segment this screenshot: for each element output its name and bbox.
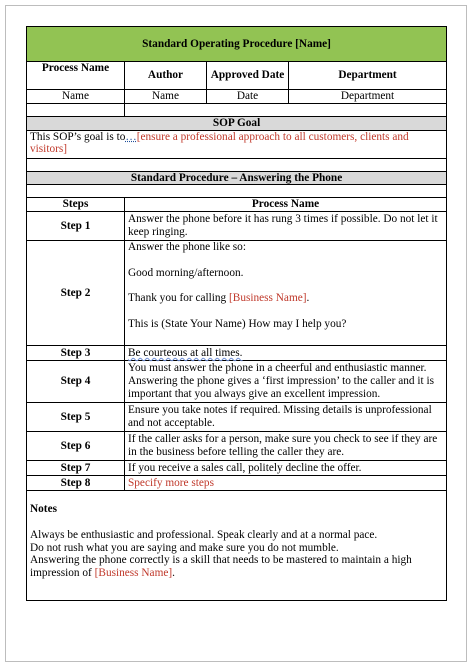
notes-section[interactable]: [27, 491, 447, 601]
spacer-row: [27, 158, 447, 171]
step-label: Step 6: [27, 432, 125, 461]
step-text[interactable]: If the caller asks for a person, make sure you check to see if they are in the business before telling the caller they are.: [125, 432, 447, 461]
sop-document: [26, 26, 446, 601]
step2-line: Good morning/afternoon.: [128, 266, 244, 279]
step-label: Step 1: [27, 212, 125, 241]
process-name-header: Process Name: [27, 62, 125, 90]
procedure-heading: Standard Procedure – Answering the Phone: [27, 171, 447, 185]
step-label: Step 7: [27, 461, 125, 476]
step2-line: Thank you for calling [Business Name].: [128, 292, 310, 305]
spacer-cell: [27, 103, 125, 116]
author-value[interactable]: Name: [125, 90, 207, 104]
step-label: Step 4: [27, 361, 125, 403]
document-title[interactable]: Standard Operating Procedure [Name]: [27, 27, 447, 62]
department-value[interactable]: Department: [289, 90, 447, 104]
notes-line: Do not rush what you are saying and make sure you do not mumble.: [30, 541, 339, 554]
process-name-value[interactable]: Name: [27, 90, 125, 104]
step-text[interactable]: [125, 241, 447, 346]
spacer-cell: [125, 103, 447, 116]
goal-dots: …: [125, 130, 137, 143]
notes-line: Answering the phone correctly is a skill that needs to be mastered to maintain a high impression of [Business Name].: [30, 554, 412, 580]
step-label: Step 8: [27, 476, 125, 491]
step-text[interactable]: If you receive a sales call, politely decline the offer.: [125, 461, 447, 476]
author-header: Author: [125, 62, 207, 90]
goal-prefix: This SOP’s goal is to: [30, 130, 126, 143]
step2-line: This is (State Your Name) How may I help you?: [128, 317, 347, 330]
step2-line: Answer the phone like so:: [128, 241, 246, 254]
sop-goal-text[interactable]: [27, 130, 447, 158]
step-label: Step 3: [27, 346, 125, 361]
business-name-placeholder: [Business Name]: [229, 292, 307, 305]
approved-date-header: Approved Date: [207, 62, 289, 90]
process-column-header: Process Name: [125, 198, 447, 212]
step-text[interactable]: Specify more steps: [125, 476, 447, 491]
step-text[interactable]: Answer the phone before it has rung 3 times if possible. Do not let it keep ringing.: [125, 212, 447, 241]
step-label: Step 5: [27, 403, 125, 432]
department-header: Department: [289, 62, 447, 90]
step-text[interactable]: Be courteous at all times.: [125, 346, 447, 361]
notes-line: Always be enthusiastic and professional. Speak clearly and at a normal pace.: [30, 528, 378, 541]
goal-placeholder: [ensure a professional approach to all customers, clients and visitors]: [30, 130, 409, 156]
step-text[interactable]: Ensure you take notes if required. Missing details is unprofessional and not acceptable.: [125, 403, 447, 432]
sop-goal-heading: SOP Goal: [27, 116, 447, 130]
notes-heading: Notes: [30, 503, 57, 516]
step-text[interactable]: You must answer the phone in a cheerful and enthusiastic manner. Answering the phone gives a ‘first impression’ to the caller and it is important that you always give an excellent impression.: [125, 361, 447, 403]
spacer-row: [27, 185, 447, 198]
steps-column-header: Steps: [27, 198, 125, 212]
business-name-placeholder: [Business Name]: [94, 567, 173, 580]
sop-table: [26, 26, 447, 601]
approved-date-value[interactable]: Date: [207, 90, 289, 104]
step-label: Step 2: [27, 241, 125, 346]
